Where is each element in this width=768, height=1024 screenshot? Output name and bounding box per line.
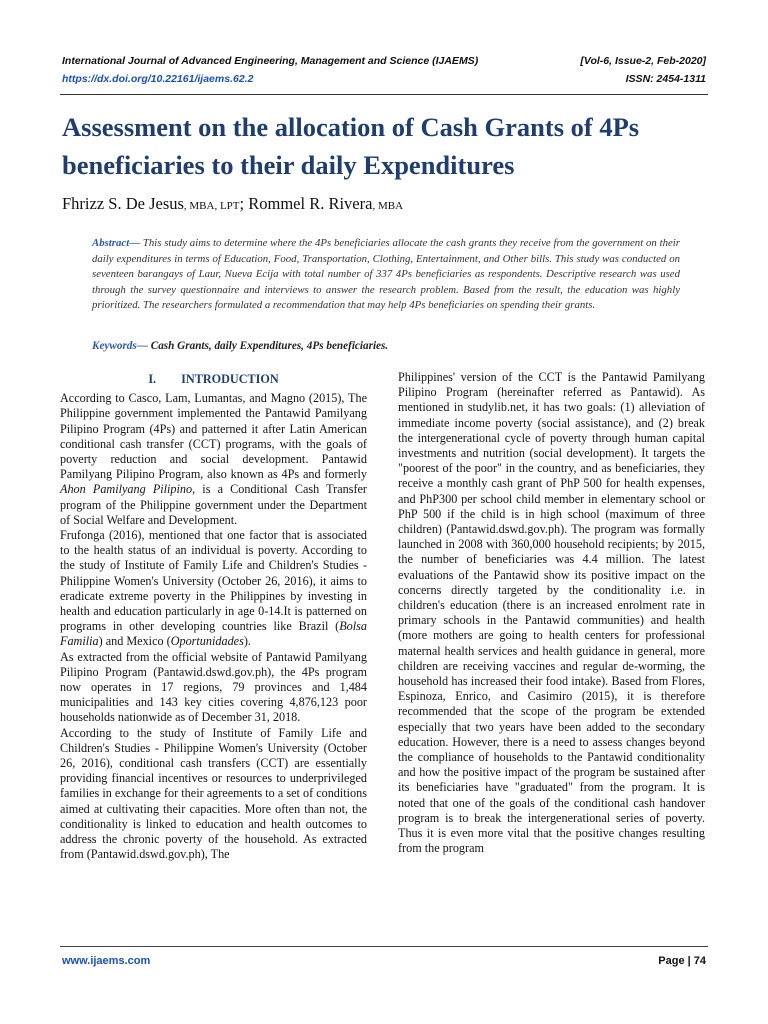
page-number: Page | 74 [658,955,706,967]
body-column-right [398,370,705,857]
running-header-right [580,55,706,85]
abstract-text: This study aims to determine where the 4Ps beneficiaries allocate the cash grants they receive from the government on their daily expenditures in terms of Education, Food, Transportation, Clothing, Entertainment, and Other bills. This study was conducted on seventeen barangays of Laur, Nueva Ecija with total number of 337 4Ps beneficiaries as respondents. Descriptive research was used through the survey questionnaire and interviews to answer the research problem. Based from the result, the education was highly prioritized. The researchers formulated a recommendation that may help 4Ps beneficiaries on spending their grants. [92,237,681,311]
header-divider [60,94,708,95]
body-column-left [60,370,367,863]
abstract-label: Abstract [92,237,130,249]
author-line [62,194,403,214]
running-header-left [62,55,478,85]
abstract-dash: — [129,237,143,249]
paragraph: Philippines' version of the CCT is the Pantawid Pamilyang Pilipino Program (hereinafter referred as Pantawid). As mentioned in studylib.net, it has two goals: (1) alleviation of immediate income poverty (social assistance), and (2) break the intergenerational cycle of poverty through human capital investments and nutrition (social development). It targets the "poorest of the poor" in the country, and as beneficiaries, they receive a monthly cash grant of PhP 500 for health expenses, and PhP300 per school child member in elementary school or PhP 500 if the child is in high school (maximum of three children) (Pantawid.dswd.gov.ph). The program was formally launched in 2008 with 360,000 household recipients; by 2015, the number of beneficiaries was 4.4 million. The latest evaluations of the Pantawid show its positive impact on the concerns directly targeted by the conditionality i.e. in children's education (there is an increased enrolment rate in primary schools in the Pantawid communities) and health (more mothers are going to health centers for professional maternal health services and health guidance in general, more children are receiving vaccines and regular de-worming, the household has increased their food intake). Based from Flores, Espinoza, Enrico, and Casimiro (2015), it is therefore recommended that the scope of the program be extended especially that two years have been added to the secondary education. However, there is a need to assess changes beyond the compliance of households to the Pantawid conditionality and how the positive impact of the program be sustained after its beneficiaries have "graduated" from the program. It is noted that one of the goals of the conditional cash handover program is to break the intergenerational series of poverty. Thus it is even more vital that the positive changes resulting from the program [398,370,705,856]
paragraph: As extracted from the official website of Pantawid Pamilyang Pilipino Program (Pantawid.dswd.gov.ph), the 4Ps program now operates in 17 regions, 79 provinces and 1,484 municipalities and 143 key cities covering 4,876,123 poor households nationwide as of December 31, 2018. [60,649,367,725]
footer-divider [60,946,708,947]
journal-name: International Journal of Advanced Engineering, Management and Science (IJAEMS) [62,55,479,67]
keywords-label: Keywords [92,340,137,352]
author-1-credentials: , MBA, LPT [183,200,240,212]
keywords-text: Cash Grants, daily Expenditures, 4Ps beneficiaries. [150,340,389,352]
author-separator: ; [239,194,249,213]
paragraph: According to Casco, Lam, Lumantas, and Magno (2015), The Philippine government implemented the Pantawid Pamilyang Pilipino Program (4Ps) and patterned it after Latin American conditional cash transfer (CCT) programs, with the goals of poverty reduction and social development. Pantawid Pamilyang Pilipino Program, also known as 4Ps and formerly Ahon Pamilyang Pilipino, is a Conditional Cash Transfer program of the Philippine government under the Department of Social Welfare and Development. [60,391,367,527]
journal-website-link[interactable]: www.ijaems.com [62,955,151,967]
issn: ISSN: 2454-1311 [625,73,706,85]
author-2-name: Rommel R. Rivera [248,194,373,213]
keywords-dash: — [136,340,151,352]
abstract [92,236,680,314]
author-1-name: Fhrizz S. De Jesus [62,194,184,213]
paragraph: According to the study of Institute of Family Life and Children's Studies - Philippine Women's University (October 26, 2016), conditional cash transfers (CCT) are essentially providing financial incentives or resources to underprivileged families in exchange for their agreements to a set of conditions aimed at cultivating their capacities. More often than not, the conditionality is linked to education and health outcomes to address the chronic poverty of the household. As extracted from (Pantawid.dswd.gov.ph), The [60,725,367,862]
keywords [92,340,692,352]
paragraph: Frufonga (2016), mentioned that one factor that is associated to the health status of an individual is poverty. According to the study of Institute of Family Life and Children's Studies - Philippine Women's University (October 26, 2016), it aims to eradicate extreme poverty in the Philippines by investing in health and education particularly in age 0-14.It is patterned on programs in other developing countries like Brazil (Bolsa Familia) and Mexico (Oportunidades). [60,528,367,649]
volume-info: [Vol-6, Issue-2, Feb-2020] [580,55,706,67]
author-2-credentials: , MBA [372,200,404,212]
paper-title: Assessment on the allocation of Cash Grants of 4Ps beneficiaries to their daily Expenditures [62,112,640,180]
section-heading-introduction: I. INTRODUCTION [148,372,279,386]
doi-link[interactable]: https://dx.doi.org/10.22161/ijaems.62.2 [62,73,254,85]
